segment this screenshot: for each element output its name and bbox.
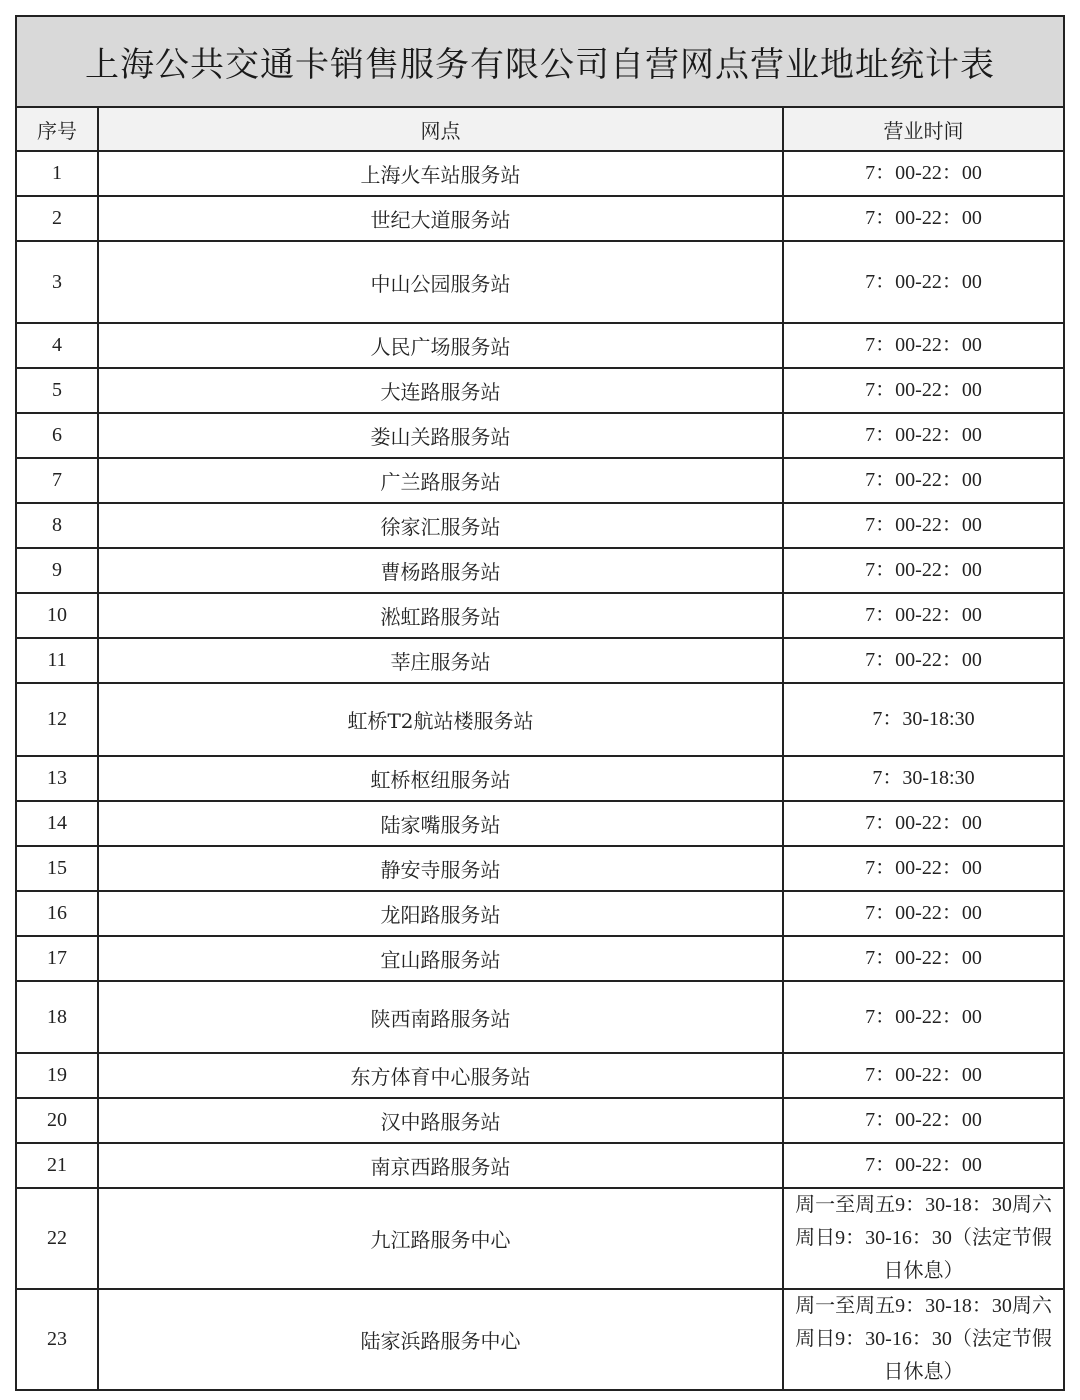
row-index: 20 [17, 1098, 98, 1143]
table-row [17, 241, 1063, 323]
row-index: 17 [17, 936, 98, 981]
table-row [17, 413, 1063, 458]
business-hours: 7：00-22：00 [783, 503, 1063, 548]
outlet-table [17, 108, 1063, 1389]
outlet-name: 陆家嘴服务站 [98, 801, 783, 846]
outlet-name: 上海火车站服务站 [98, 151, 783, 196]
business-hours: 7：00-22：00 [783, 196, 1063, 241]
outlet-name: 人民广场服务站 [98, 323, 783, 368]
column-header-index: 序号 [17, 108, 98, 151]
business-hours: 周一至周五9：30-18：30周六周日9：30-16：30（法定节假日休息） [783, 1289, 1063, 1389]
business-hours: 7：00-22：00 [783, 1143, 1063, 1188]
business-hours: 7：00-22：00 [783, 1053, 1063, 1098]
outlet-name: 淞虹路服务站 [98, 593, 783, 638]
row-index: 13 [17, 756, 98, 801]
outlet-name: 曹杨路服务站 [98, 548, 783, 593]
business-hours: 7：00-22：00 [783, 981, 1063, 1053]
table-row [17, 458, 1063, 503]
row-index: 18 [17, 981, 98, 1053]
table-row [17, 368, 1063, 413]
table-row [17, 638, 1063, 683]
business-hours: 7：00-22：00 [783, 593, 1063, 638]
outlet-name: 九江路服务中心 [98, 1188, 783, 1289]
business-hours: 7：00-22：00 [783, 891, 1063, 936]
table-row [17, 756, 1063, 801]
outlet-name: 世纪大道服务站 [98, 196, 783, 241]
outlet-name: 徐家汇服务站 [98, 503, 783, 548]
outlet-name: 陕西南路服务站 [98, 981, 783, 1053]
table-row [17, 846, 1063, 891]
table-row [17, 683, 1063, 756]
row-index: 9 [17, 548, 98, 593]
header-row [17, 108, 1063, 151]
outlet-name: 中山公园服务站 [98, 241, 783, 323]
row-index: 4 [17, 323, 98, 368]
row-index: 15 [17, 846, 98, 891]
business-hours: 7：00-22：00 [783, 458, 1063, 503]
table-row [17, 323, 1063, 368]
table-row [17, 936, 1063, 981]
column-header-hours: 营业时间 [783, 108, 1063, 151]
table-row [17, 1289, 1063, 1389]
row-index: 19 [17, 1053, 98, 1098]
row-index: 16 [17, 891, 98, 936]
outlet-name: 静安寺服务站 [98, 846, 783, 891]
column-header-outlet: 网点 [98, 108, 783, 151]
business-hours: 7：00-22：00 [783, 548, 1063, 593]
row-index: 23 [17, 1289, 98, 1389]
business-hours: 7：00-22：00 [783, 241, 1063, 323]
outlet-name: 宜山路服务站 [98, 936, 783, 981]
table-row [17, 503, 1063, 548]
outlet-name: 娄山关路服务站 [98, 413, 783, 458]
table-row [17, 1053, 1063, 1098]
business-hours: 7：00-22：00 [783, 846, 1063, 891]
row-index: 14 [17, 801, 98, 846]
row-index: 1 [17, 151, 98, 196]
row-index: 3 [17, 241, 98, 323]
table-row [17, 1098, 1063, 1143]
business-hours: 周一至周五9：30-18：30周六周日9：30-16：30（法定节假日休息） [783, 1188, 1063, 1289]
table-row [17, 981, 1063, 1053]
row-index: 5 [17, 368, 98, 413]
business-hours: 7：00-22：00 [783, 413, 1063, 458]
table-title: 上海公共交通卡销售服务有限公司自营网点营业地址统计表 [17, 17, 1063, 108]
table-row [17, 151, 1063, 196]
row-index: 22 [17, 1188, 98, 1289]
table-row [17, 1188, 1063, 1289]
outlet-name: 龙阳路服务站 [98, 891, 783, 936]
outlet-name: 广兰路服务站 [98, 458, 783, 503]
business-hours: 7：00-22：00 [783, 638, 1063, 683]
row-index: 12 [17, 683, 98, 756]
row-index: 8 [17, 503, 98, 548]
outlet-name: 虹桥枢纽服务站 [98, 756, 783, 801]
business-hours: 7：00-22：00 [783, 151, 1063, 196]
row-index: 7 [17, 458, 98, 503]
business-hours: 7：30-18:30 [783, 683, 1063, 756]
outlet-name: 莘庄服务站 [98, 638, 783, 683]
business-hours: 7：00-22：00 [783, 801, 1063, 846]
table-row [17, 1143, 1063, 1188]
business-hours: 7：00-22：00 [783, 323, 1063, 368]
table-row [17, 196, 1063, 241]
row-index: 2 [17, 196, 98, 241]
table-row [17, 891, 1063, 936]
row-index: 6 [17, 413, 98, 458]
row-index: 11 [17, 638, 98, 683]
business-hours: 7：00-22：00 [783, 1098, 1063, 1143]
outlet-name: 虹桥T2航站楼服务站 [98, 683, 783, 756]
outlet-name: 汉中路服务站 [98, 1098, 783, 1143]
row-index: 10 [17, 593, 98, 638]
table-row [17, 801, 1063, 846]
outlet-name: 陆家浜路服务中心 [98, 1289, 783, 1389]
row-index: 21 [17, 1143, 98, 1188]
table-row [17, 548, 1063, 593]
business-hours: 7：00-22：00 [783, 936, 1063, 981]
outlet-name: 东方体育中心服务站 [98, 1053, 783, 1098]
business-hours: 7：30-18:30 [783, 756, 1063, 801]
outlet-name: 南京西路服务站 [98, 1143, 783, 1188]
business-hours: 7：00-22：00 [783, 368, 1063, 413]
outlet-table-document [15, 15, 1065, 1391]
outlet-name: 大连路服务站 [98, 368, 783, 413]
table-row [17, 593, 1063, 638]
